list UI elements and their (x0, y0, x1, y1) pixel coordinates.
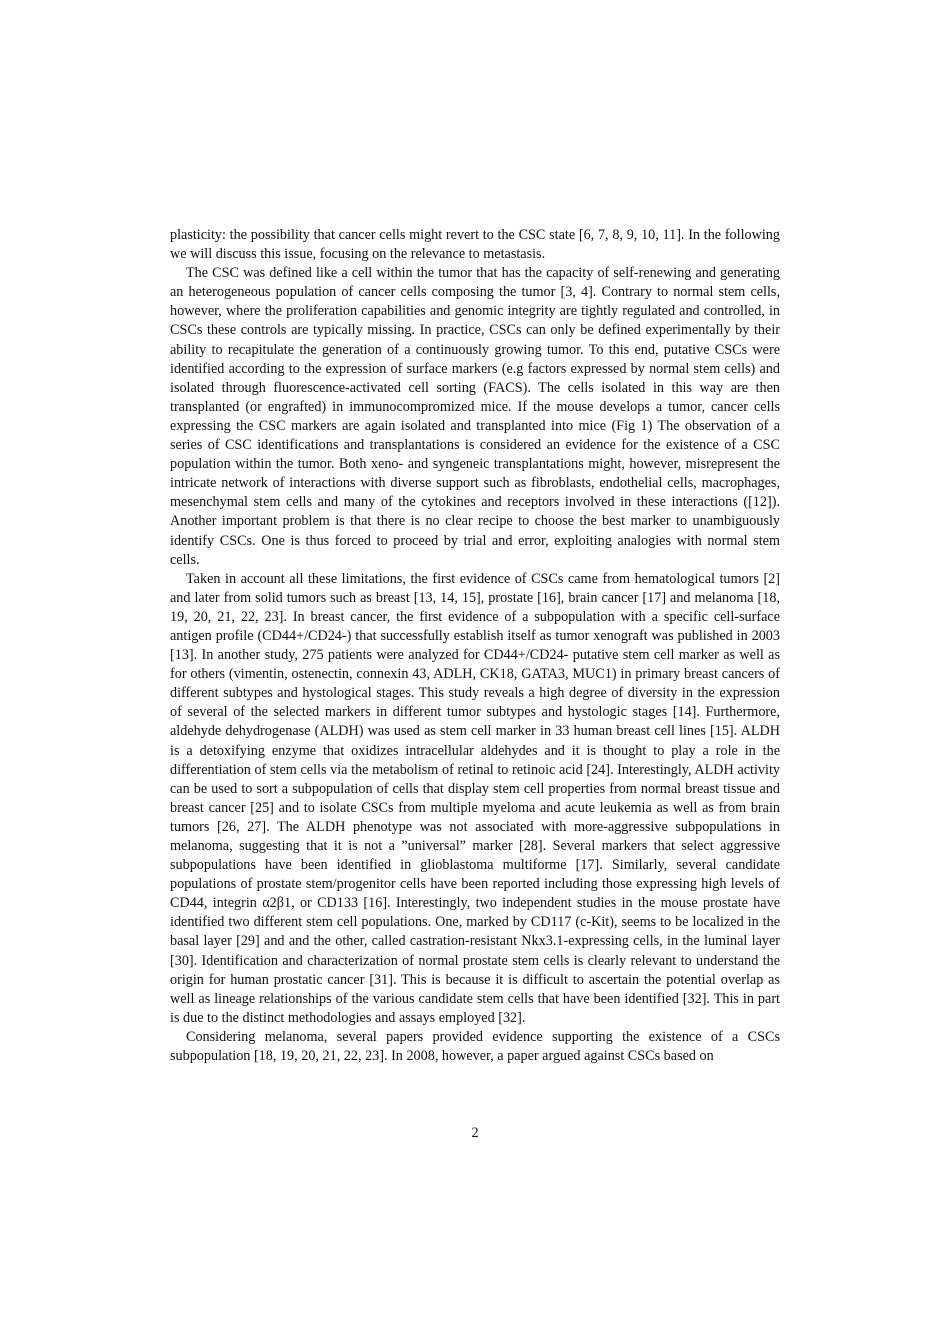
page-number: 2 (471, 1125, 479, 1141)
body-text (170, 226, 780, 1066)
paragraph-melanoma: Considering melanoma, several papers provided evidence supporting the existence of a CSCs subpopulation [18, 19, 20, 21, 22, 23]. In 2008, however, a paper argued against CSCs based on (170, 1028, 780, 1065)
paragraph-csc-definition: The CSC was defined like a cell within the tumor that has the capacity of self-renewing and generating an heterogeneous population of cancer cells composing the tumor [3, 4]. Contrary to normal stem cells, however, where the proliferation capabilities and genomic integrity are tightly regulated and controlled, in CSCs these controls are typically missing. In practice, CSCs can only be defined experimentally by their ability to recapitulate the generation of a continuously growing tumor. To this end, putative CSCs were identified according to the expression of surface markers (e.g factors expressed by normal stem cells) and isolated through fluorescence-activated cell sorting (FACS). The cells isolated in this way are then transplanted (or engrafted) in immunocompromized mice. If the mouse develops a tumor, cancer cells expressing the CSC markers are again isolated and transplanted into mice (Fig 1) The observation of a series of CSC identifications and transplantations is considered an evidence for the existence of a CSC population within the tumor. Both xeno- and syngeneic transplantations might, however, misrepresent the intricate network of interactions with diverse support such as fibroblasts, endothelial cells, macrophages, mesenchymal stem cells and many of the cytokines and receptors involved in these interactions ([12]). Another important problem is that there is no clear recipe to choose the best marker to unambiguously identify CSCs. One is thus forced to proceed by trial and error, exploiting analogies with normal stem cells. (170, 265, 780, 568)
paragraph-continued: plasticity: the possibility that cancer cells might revert to the CSC state [6, 7, 8, 9, 10, 11]. In the following we will discuss this issue, focusing on the relevance to metastasis. (170, 227, 780, 263)
paragraph-csc-evidence: Taken in account all these limitations, the first evidence of CSCs came from hematological tumors [2] and later from solid tumors such as breast [13, 14, 15], prostate [16], brain cancer [17] and melanoma [18, 19, 20, 21, 22, 23]. In breast cancer, the first evidence of a subpopulation with a specific cell-surface antigen profile (CD44+/CD24-) that successfully establish itself as tumor xenograft was published in 2003 [13]. In another study, 275 patients were analyzed for CD44+/CD24- putative stem cell marker as well as for others (vimentin, ostenectin, connexin 43, ADLH, CK18, GATA3, MUC1) in primary breast cancers of different subtypes and hystological stages. This study reveals a high degree of diversity in the expression of several of the selected markers in different tumor subtypes and hystologic stages [14]. Furthermore, aldehyde dehydrogenase (ALDH) was used as stem cell marker in 33 human breast cell lines [15]. ALDH is a detoxifying enzyme that oxidizes intracellular aldehydes and it is thought to play a role in the differentiation of stem cells via the metabolism of retinal to retinoic acid [24]. Interestingly, ALDH activity can be used to sort a subpopulation of cells that display stem cell properties from normal breast tissue and breast cancer [25] and to isolate CSCs from multiple myeloma and acute leukemia as well as from brain tumors [26, 27]. The ALDH phenotype was not associated with more-aggressive subpopulations in melanoma, suggesting that it is not a ”universal” marker [28]. Several markers that select aggressive subpopulations have been identified in glioblastoma multiforme [17]. Similarly, several candidate populations of prostate stem/progenitor cells have been reported including those expressing high levels of CD44, integrin α2β1, or CD133 [16]. Interestingly, two independent studies in the mouse prostate have identified two different stem cell populations. One, marked by CD117 (c-Kit), seems to be localized in the basal layer [29] and and the other, called castration-resistant Nkx3.1-expressing cells, in the luminal layer [30]. Identification and characterization of normal prostate stem cells is clearly relevant to understand the origin for human prostatic cancer [31]. This is because it is difficult to ascertain the potential overlap as well as lineage relationships of the various candidate stem cells that have been identified [32]. This in part is due to the distinct methodologies and assays employed [32]. (170, 570, 780, 1026)
